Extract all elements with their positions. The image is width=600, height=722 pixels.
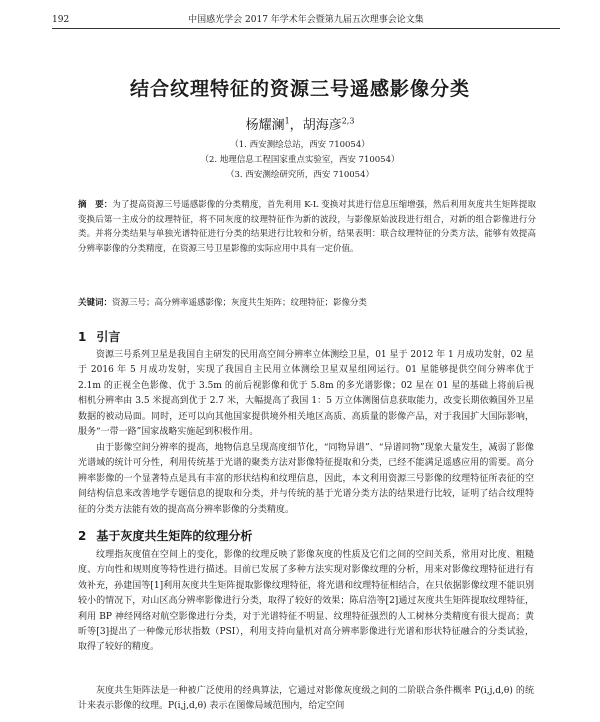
abstract bbox=[78, 198, 536, 256]
paper-title: 结合纹理特征的资源三号遥感影像分类 bbox=[129, 78, 470, 100]
body-paragraph: 纹理指灰度值在空间上的变化，影像的纹理反映了影像灰度的性质及它们之间的空间关系，常用对比度、粗糙度、方向性和规则度等特性进行描述。目前已发展了多种方法实现对影像纹理的分析，用来对影像纹理特征进行有效补充，孙建国等[1]利用灰度共生矩阵提取影像纹理特征，将光谱和纹理特征相结合，在只依据影像纹理不能识别较小的情况下，对山区高分辨率影像进行分类，取得了较好的效果；陈启浩等[2]通过灰度共生矩阵提取纹理特征，利用 BP 神经网络对航空影像进行分类，对于光谱特征不明显、纹理特征强烈的人工树林分类精度有很大提高；黄昕等[3]提出了一种像元形状指数（PSI），利用支持向量机对高分辨率影像进行光谱和形状特征融合的分类试验，取得了较好的精度。 bbox=[78, 550, 534, 653]
body-paragraph: 资源三号系列卫星是我国自主研发的民用高空间分辨率立体测绘卫星，01 星于 2012 年 1 月成功发射，02 星于 2016 年 5 月成功发射，实现了我国自主民用立体测绘卫星双星组网运行。01 星能够提供空间分辨率优于 2.1m 的正视全色影像、优于 3.5m 的前后视影像和优于 5.8m 的多光谱影像；02 星在 01 星的基础上将前后视相机分辨率由 3.5 米提高到优于 2.7 米，大幅提高了我国 1：5 万立体测图信息获取能力，改变长期依赖国外卫星数据的被动局面。同时，还可以向其他国家提供境外相关地区高质、高质量的影像产品，对于我国扩大国际影响，服务“一带一路”国家战略实施起到积极作用。 bbox=[78, 350, 534, 438]
affiliation-line: （2. 地理信息工程国家重点实验室，西安 710054） bbox=[200, 155, 400, 165]
keywords-text: 资源三号；高分辨率遥感影像；灰度共生矩阵；纹理特征；影像分类 bbox=[112, 298, 368, 308]
abstract-text: 为了提高资源三号遥感影像的分类精度，首先利用 K-L 变换对其进行信息压缩增强，然后利用灰度共生矩阵提取变换后第一主成分的纹理特征，将不同灰度的纹理特征作为新的波段，与影像原始波段进行组合，对新的组合影像进行分类。并将分类结果与单独光谱特征进行分类的结果进行比较和分析，结果表明：联合纹理特征的分类方法，能够有效提高分辨率影像的分类精度，在资源三号卫星影像的实际应用中具有一定价值。 bbox=[78, 200, 536, 254]
author-name: 胡海彦 bbox=[302, 118, 342, 133]
author-name: 杨耀澜 bbox=[245, 118, 285, 133]
section-heading bbox=[78, 328, 120, 345]
section-number: 2 bbox=[78, 529, 87, 543]
section-heading bbox=[78, 527, 252, 544]
conference-title: 中国感光学会 2017 年学术年会暨第九届五次理事会论文集 bbox=[188, 15, 424, 25]
body-paragraph: 由于影像空间分辨率的提高，地物信息呈现高度细节化，“同物异谱”、“异谱同物”现象大量发生，减弱了影像光谱域的统计可分性，利用传统基于光谱的聚类方法对影像特征提取和分类，已经不能满足遥感应用的需要。高分辨率影像的一个显著特点是具有丰富的形状结构和纹理信息，因此，本文利用资源三号影像的纹理特征所表征的空间结构信息来改善地学专题信息的提取和分类，并与传统的基于光谱分类方法的结果进行比较，证明了结合纹理特征的分类方法能有效的提高高分辨率影像的分类精度。 bbox=[78, 443, 534, 515]
section-title: 基于灰度共生矩阵的纹理分析 bbox=[96, 529, 253, 543]
author-list bbox=[40, 114, 560, 133]
section-title: 引言 bbox=[96, 330, 121, 344]
keywords-label: 关键词： bbox=[78, 298, 113, 308]
author-affil-mark: 2,3 bbox=[341, 116, 355, 126]
affiliations bbox=[40, 138, 560, 183]
affiliation-line: （1. 西安测绘总站，西安 710054） bbox=[230, 140, 370, 150]
page-number: 192 bbox=[52, 15, 70, 25]
keywords bbox=[78, 296, 536, 310]
section-number: 1 bbox=[78, 330, 87, 344]
author-affil-mark: 1 bbox=[284, 116, 290, 126]
running-head bbox=[52, 12, 560, 29]
body-paragraph: 灰度共生矩阵法是一种被广泛使用的经典算法，它通过对影像灰度级之间的二阶联合条件概率 P(i,j,d,θ) 的统计来表示影像的纹理。P(i,j,d,θ) 表示在图像局域范围内，给定空间 bbox=[78, 686, 534, 712]
abstract-label: 摘 要： bbox=[78, 200, 113, 210]
affiliation-line: （3. 西安测绘研究所，西安 710054） bbox=[226, 170, 374, 180]
author-separator: ， bbox=[289, 118, 303, 133]
